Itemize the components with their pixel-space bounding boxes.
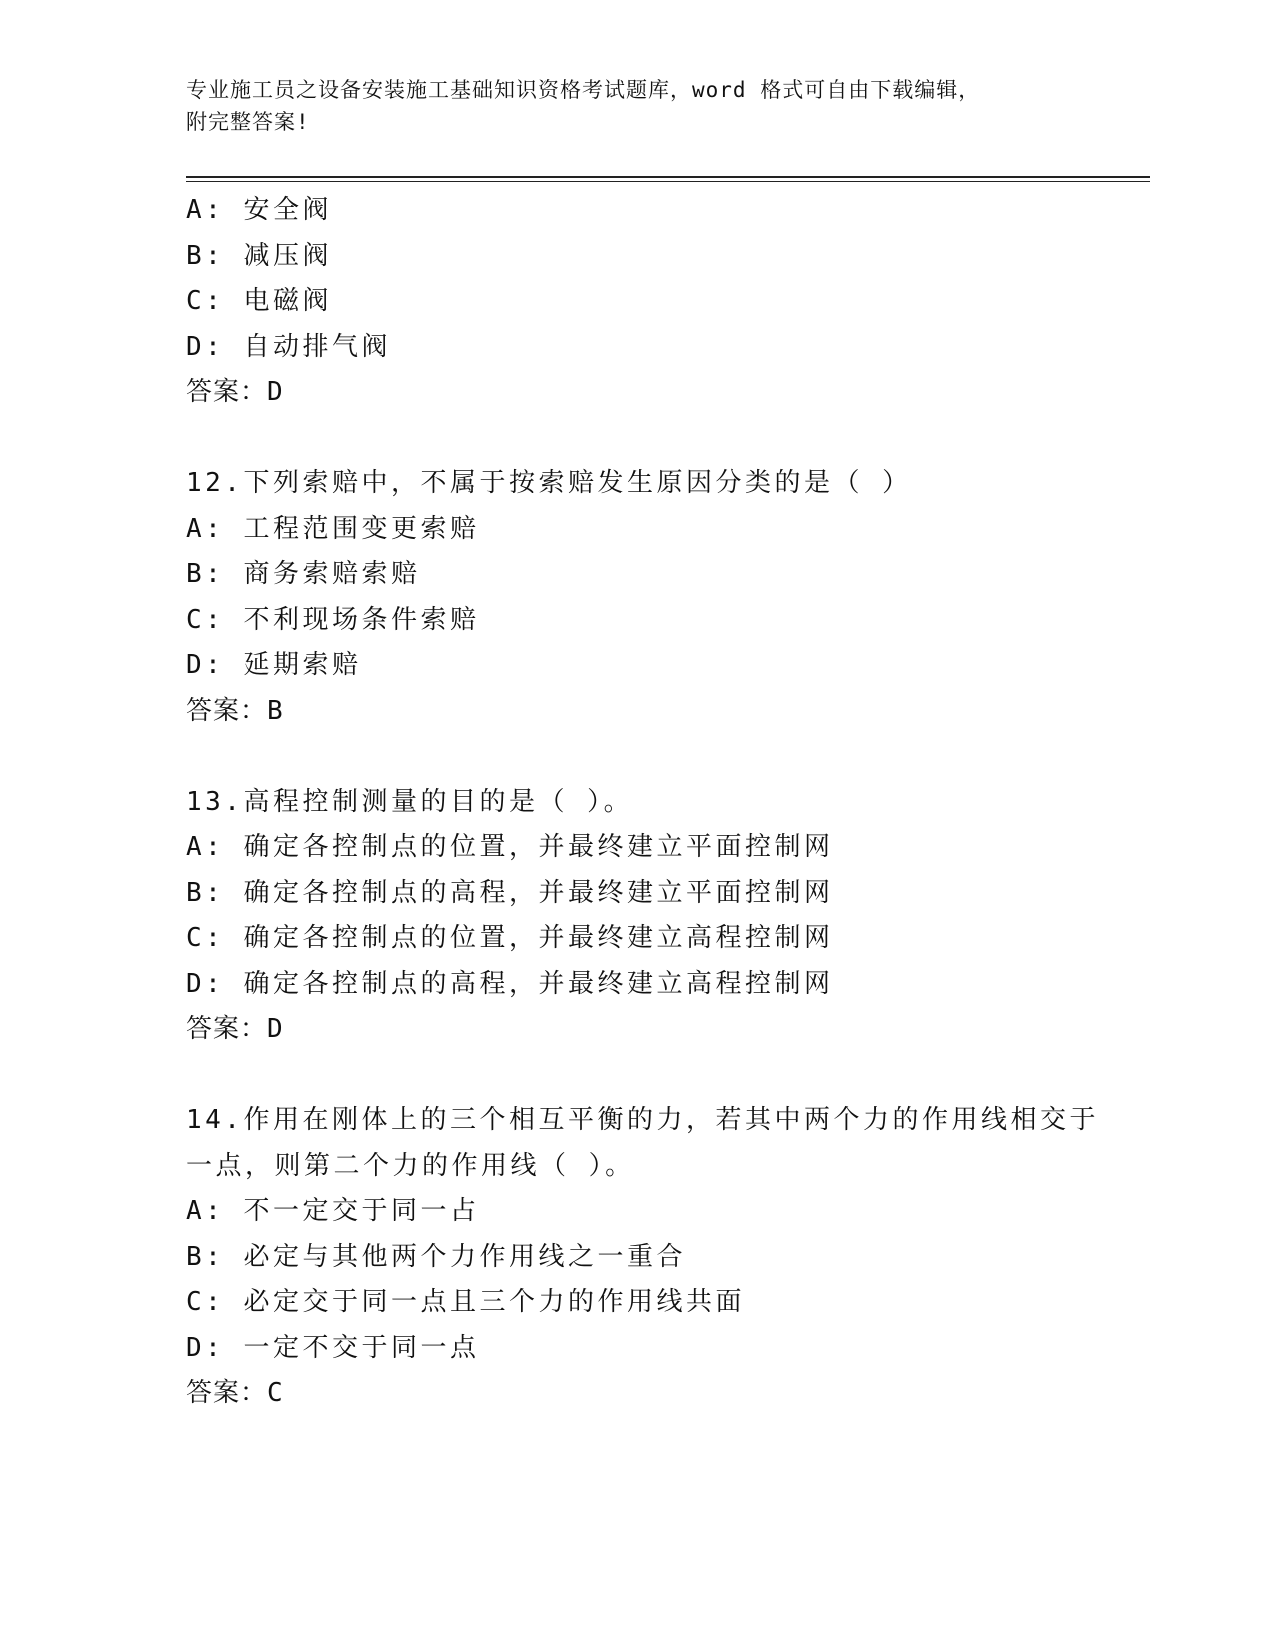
header-divider-thin [186, 181, 1150, 182]
answer: 答案：B [186, 695, 284, 726]
option-d: D: 确定各控制点的高程，并最终建立高程控制网 [186, 968, 834, 999]
option-b: B: 必定与其他两个力作用线之一重合 [186, 1241, 686, 1272]
option-d: D: 自动排气阀 [186, 331, 391, 362]
question-title-line-2: 一点，则第二个力的作用线（ ）。 [186, 1150, 635, 1181]
question-list [186, 188, 1150, 1417]
document-header [186, 74, 1066, 138]
answer: 答案：D [186, 1014, 284, 1044]
option-d: D: 一定不交于同一点 [186, 1332, 480, 1363]
option-b: B: 减压阀 [186, 240, 332, 271]
answer: 答案：D [186, 377, 284, 407]
answer: 答案：C [186, 1378, 284, 1408]
option-c: C: 不利现场条件索赔 [186, 604, 480, 635]
question-11 [186, 188, 1150, 416]
question-title-line-1: 14.作用在刚体上的三个相互平衡的力，若其中两个力的作用线相交于 [186, 1105, 1099, 1135]
question-13 [186, 780, 1150, 1053]
option-c: C: 必定交于同一点且三个力的作用线共面 [186, 1287, 745, 1317]
option-a: A: 安全阀 [186, 195, 332, 225]
header-divider-thick [186, 176, 1150, 178]
option-b: B: 确定各控制点的高程，并最终建立平面控制网 [186, 877, 834, 908]
option-d: D: 延期索赔 [186, 650, 362, 680]
option-c: C: 确定各控制点的位置，并最终建立高程控制网 [186, 923, 834, 953]
header-line-1: 专业施工员之设备安装施工基础知识资格考试题库，word 格式可自由下载编辑， [186, 78, 981, 102]
option-b: B: 商务索赔索赔 [186, 559, 421, 589]
option-a: A: 确定各控制点的位置，并最终建立平面控制网 [186, 832, 834, 862]
option-a: A: 工程范围变更索赔 [186, 513, 480, 544]
question-title: 13.高程控制测量的目的是（ ）。 [186, 786, 634, 817]
question-14 [186, 1098, 1150, 1417]
option-c: C: 电磁阀 [186, 286, 332, 316]
question-12 [186, 461, 1150, 734]
question-title: 12.下列索赔中，不属于按索赔发生原因分类的是（ ） [186, 468, 912, 498]
header-line-2: 附完整答案! [186, 110, 310, 134]
option-a: A: 不一定交于同一占 [186, 1196, 480, 1226]
